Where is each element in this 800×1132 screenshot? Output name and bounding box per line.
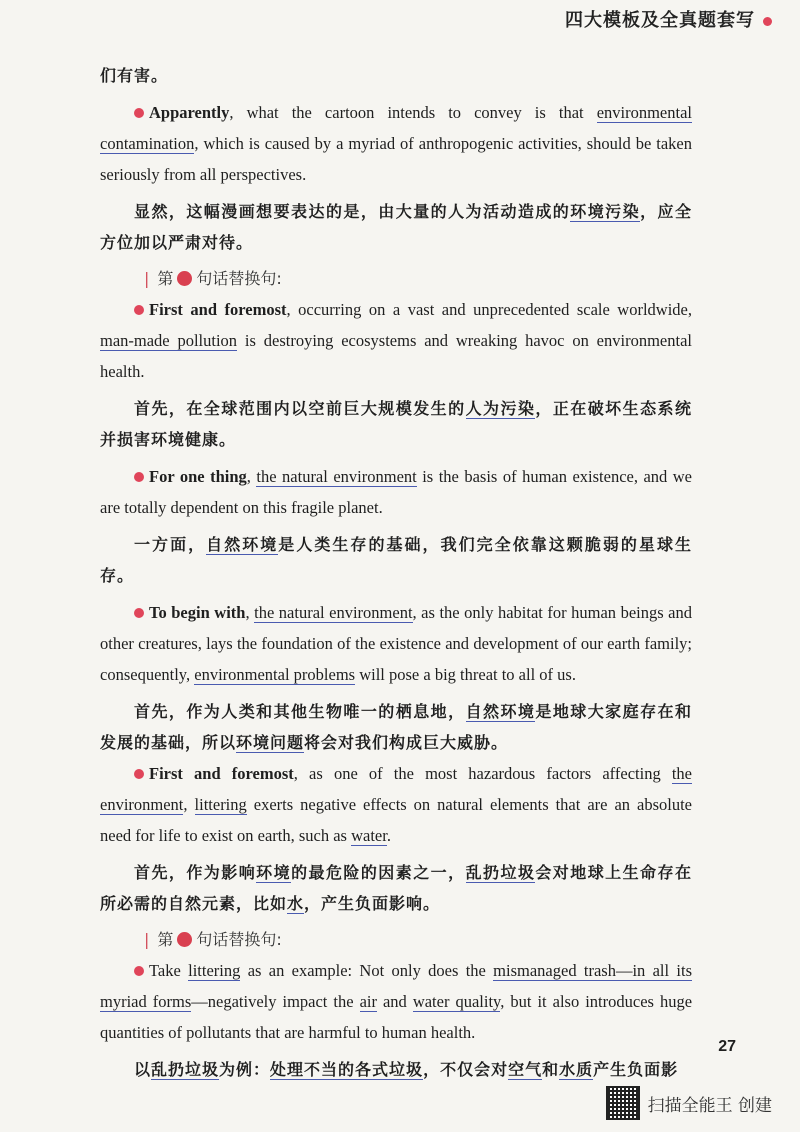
heading-bar-icon: | (144, 930, 150, 949)
en-text: , (245, 603, 255, 622)
bullet-icon (134, 108, 144, 118)
bullet-icon (134, 966, 144, 976)
zh-text: ，正在破坏生态系统并损害环境健康。 (100, 399, 692, 449)
heading-post: 句话替换句: (196, 930, 282, 949)
underlined-phrase: environmental contamination (100, 103, 692, 153)
book-section-title: 四大模板及全真题套写 (565, 10, 755, 31)
underlined-phrase: air (359, 992, 377, 1011)
underlined-phrase: the environment (100, 764, 693, 814)
en-text: and (376, 992, 413, 1011)
page-content (100, 60, 692, 1085)
en-text: Take (149, 961, 189, 980)
en-sentence-5 (100, 758, 692, 851)
heading-pre: 第 (157, 269, 174, 288)
lead-phrase: First and foremost (149, 300, 287, 319)
en-sentence-2 (100, 294, 692, 387)
number-circle-icon (177, 271, 192, 286)
underlined-phrase: environmental problems (194, 665, 356, 684)
section-heading-2 (144, 925, 692, 955)
zh-text: 以 (134, 1060, 152, 1079)
zh-text: ，作为人类和其他生物唯一的栖息地， (168, 702, 466, 721)
heading-pre: 第 (157, 930, 174, 949)
en-text: will pose a big threat to all of us. (355, 665, 576, 684)
lead-phrase: First and foremost (149, 764, 294, 783)
en-text: as an example: Not only does the (240, 961, 494, 980)
en-text: is destroying ecosystems and wreaking havoc on environmental health. (100, 331, 692, 381)
lead-phrase: To begin with (149, 603, 246, 622)
header-dot-icon (763, 17, 772, 26)
en-text: , (246, 467, 257, 486)
en-text: , as one of the most hazardous factors affecting (293, 764, 672, 783)
en-text: —negatively impact the (191, 992, 360, 1011)
zh-lead: 显然 (134, 202, 169, 221)
zh-text: ，产生负面影响。 (304, 894, 441, 913)
zh-lead: 首先 (134, 702, 169, 721)
underlined-phrase: 乱扔垃圾 (151, 1060, 220, 1079)
underlined-phrase: 处理不当的各式垃圾 (270, 1060, 424, 1079)
zh-text: ，在全球范围内以空前巨大规模发生的 (168, 399, 466, 418)
number-circle-icon (177, 932, 192, 947)
zh-sentence-5 (100, 857, 692, 919)
underlined-phrase: 自然环境 (206, 535, 279, 554)
zh-text: ，不仅会对 (423, 1060, 509, 1079)
underlined-phrase: 环境污染 (570, 202, 641, 221)
underlined-phrase: 空气 (508, 1060, 543, 1079)
zh-lead: 一方面 (134, 535, 189, 554)
en-text: , (183, 795, 195, 814)
en-text: , as the only habitat for human beings and other creatures, lays the foundation of the existence and development of our earth family; consequently, (100, 603, 692, 684)
zh-text: 们有害。 (100, 66, 169, 85)
underlined-phrase: water (351, 826, 387, 845)
underlined-phrase: 环境 (256, 863, 292, 882)
zh-sentence-6 (100, 1054, 692, 1085)
lead-phrase: Apparently (149, 103, 230, 122)
zh-text: 为例： (219, 1060, 271, 1079)
scanner-watermark (606, 1086, 772, 1120)
zh-text: 将会对我们构成巨大威胁。 (304, 733, 509, 752)
watermark-text: 扫描全能王 创建 (647, 1095, 772, 1116)
zh-sentence-2 (100, 393, 692, 455)
zh-sentence-4 (100, 696, 692, 758)
underlined-phrase: man-made pollution (100, 331, 238, 350)
underlined-phrase: littering (188, 961, 241, 980)
lead-phrase: For one thing (149, 467, 247, 486)
underlined-phrase: mismanaged trash—in all its myriad forms (100, 961, 692, 1011)
zh-text: ，这幅漫画想要表达的是，由大量的人为活动造成的 (168, 202, 571, 221)
en-text: , occurring on a vast and unprecedented scale worldwide, (286, 300, 693, 319)
zh-paragraph-continued (100, 60, 692, 91)
underlined-phrase: 自然环境 (465, 702, 536, 721)
heading-post: 句话替换句: (196, 269, 282, 288)
en-text: , which is caused by a myriad of anthropogenic activities, should be taken seriously from all perspectives. (100, 134, 692, 184)
bullet-icon (134, 305, 144, 315)
underlined-phrase: 乱扔垃圾 (465, 863, 536, 882)
zh-text: ，作为影响 (168, 863, 257, 882)
bullet-icon (134, 608, 144, 618)
underlined-phrase: 水 (287, 894, 305, 913)
section-heading-1 (144, 264, 692, 294)
en-text: is the basis of human existence, and we are totally dependent on this fragile planet. (100, 467, 693, 517)
zh-lead: 首先 (134, 863, 169, 882)
zh-text: 会对地球上生命存在所必需的自然元素，比如 (100, 863, 692, 913)
zh-sentence-1 (100, 196, 692, 258)
en-text: , but it also introduces huge quantities of pollutants that are harmful to human health. (100, 992, 693, 1042)
underlined-phrase: the natural environment (256, 467, 417, 486)
underlined-phrase: 人为污染 (465, 399, 536, 418)
underlined-phrase: water quality (412, 992, 501, 1011)
zh-text: 的最危险的因素之一， (291, 863, 466, 882)
en-text: , what the cartoon intends to convey is that (229, 103, 597, 122)
en-text: . (386, 826, 391, 845)
zh-sentence-3 (100, 529, 692, 591)
underlined-phrase: 环境问题 (236, 733, 305, 752)
zh-text: 产生负面影 (593, 1060, 679, 1079)
zh-text: 和 (542, 1060, 560, 1079)
en-sentence-3 (100, 461, 692, 523)
en-sentence-6 (100, 955, 692, 1048)
qr-code-icon (606, 1086, 640, 1120)
zh-lead: 首先 (134, 399, 169, 418)
bullet-icon (134, 769, 144, 779)
zh-text: ， (188, 535, 207, 554)
zh-text: 是人类生存的基础，我们完全依靠这颗脆弱的星球生存。 (100, 535, 692, 585)
heading-bar-icon: | (144, 269, 150, 288)
en-sentence-1 (100, 97, 692, 190)
page-number: 27 (718, 1038, 736, 1055)
bullet-icon (134, 472, 144, 482)
zh-text: ，应全方位加以严肃对待。 (100, 202, 692, 252)
underlined-phrase: littering (194, 795, 247, 814)
en-text: exerts negative effects on natural elements that are an absolute need for life to exist on earth, such as (100, 795, 693, 845)
header-title (565, 6, 772, 32)
en-sentence-4 (100, 597, 692, 690)
underlined-phrase: 水质 (559, 1060, 594, 1079)
underlined-phrase: the natural environment (254, 603, 413, 622)
zh-text: 是地球大家庭存在和发展的基础，所以 (100, 702, 692, 752)
